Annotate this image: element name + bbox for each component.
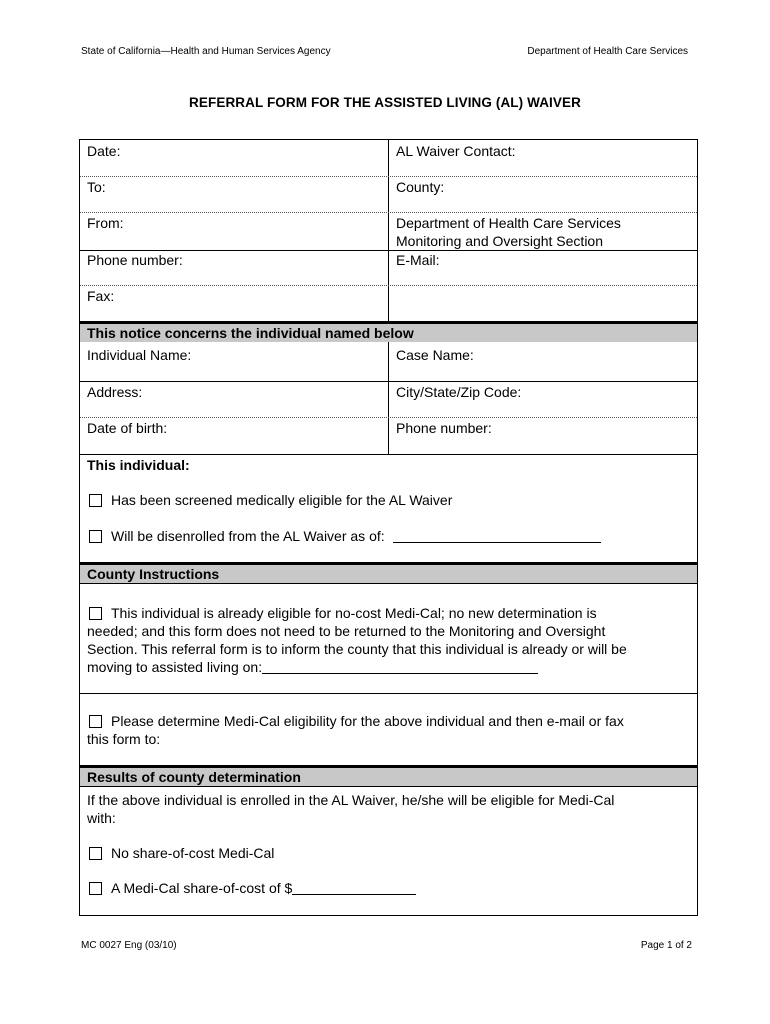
individual-phone-label: Phone number: <box>396 420 492 436</box>
moving-date-field[interactable] <box>262 659 538 674</box>
determine-line2: this form to: <box>87 731 161 747</box>
section-title-individual: This notice concerns the individual named below <box>87 325 414 341</box>
share-of-cost-text: A Medi-Cal share-of-cost of $ <box>111 880 293 896</box>
address-label: Address: <box>87 384 143 400</box>
divider <box>80 454 697 455</box>
divider <box>80 786 697 787</box>
section-title-results: Results of county determination <box>87 769 301 785</box>
already-eligible-line4: moving to assisted living on: <box>87 659 263 675</box>
email-label: E-Mail: <box>396 252 440 268</box>
divider <box>80 583 697 584</box>
divider <box>80 417 697 418</box>
fax-label: Fax: <box>87 288 115 304</box>
this-individual-label: This individual: <box>87 457 190 473</box>
city-state-zip-label: City/State/Zip Code: <box>396 384 522 400</box>
column-divider-individual <box>388 342 389 454</box>
already-eligible-line3: Section. This referral form is to inform the county that this individual is already or will be <box>87 641 627 657</box>
from-label: From: <box>87 215 124 231</box>
determine-eligibility-checkbox[interactable] <box>89 715 102 728</box>
form-number: MC 0027 Eng (03/10) <box>81 940 177 951</box>
option-share-of-cost[interactable] <box>89 879 416 897</box>
county-option-already-eligible <box>87 604 687 676</box>
form-title: REFERRAL FORM FOR THE ASSISTED LIVING (AL) WAIVER <box>189 95 581 110</box>
disenrolled-checkbox[interactable] <box>89 530 102 543</box>
section-header-individual <box>80 321 697 342</box>
department-name: Department of Health Care Services <box>396 215 621 231</box>
column-divider-contact <box>388 140 389 324</box>
section-name: Monitoring and Oversight Section <box>396 233 603 249</box>
option-disenrolled[interactable] <box>89 527 601 545</box>
results-intro <box>87 791 687 827</box>
determine-line1: Please determine Medi-Cal eligibility for the above individual and then e-mail or fax <box>111 713 624 729</box>
no-share-of-cost-text: No share-of-cost Medi-Cal <box>111 845 275 861</box>
individual-name-label: Individual Name: <box>87 347 192 363</box>
already-eligible-checkbox[interactable] <box>89 607 102 620</box>
already-eligible-line1: This individual is already eligible for no-cost Medi-Cal; no new determination is <box>111 605 597 621</box>
header-department: Department of Health Care Services <box>527 46 688 57</box>
share-of-cost-amount-field[interactable] <box>292 880 416 895</box>
page-number: Page 1 of 2 <box>640 940 692 951</box>
al-waiver-contact-label: AL Waiver Contact: <box>396 143 516 159</box>
no-share-of-cost-checkbox[interactable] <box>89 847 102 860</box>
share-of-cost-checkbox[interactable] <box>89 882 102 895</box>
option-no-share-of-cost[interactable] <box>89 844 274 862</box>
medically-eligible-text: Has been screened medically eligible for the AL Waiver <box>111 492 453 508</box>
divider <box>80 212 697 213</box>
case-name-label: Case Name: <box>396 347 474 363</box>
referral-form <box>79 139 698 916</box>
disenrolled-text: Will be disenrolled from the AL Waiver as of: <box>111 528 385 544</box>
divider <box>80 285 697 286</box>
date-of-birth-label: Date of birth: <box>87 420 168 436</box>
divider <box>80 693 697 694</box>
divider <box>80 176 697 177</box>
medically-eligible-checkbox[interactable] <box>89 494 102 507</box>
results-intro-line2: with: <box>87 810 116 826</box>
disenroll-date-field[interactable] <box>393 528 601 543</box>
county-option-determine <box>87 712 687 748</box>
date-label: Date: <box>87 143 121 159</box>
county-label: County: <box>396 179 445 195</box>
section-header-county <box>80 562 697 583</box>
header-agency: State of California—Health and Human Services Agency <box>81 46 331 57</box>
to-label: To: <box>87 179 106 195</box>
option-medically-eligible[interactable] <box>89 491 452 509</box>
section-title-county: County Instructions <box>87 566 220 582</box>
divider <box>80 381 697 382</box>
already-eligible-line2: needed; and this form does not need to be returned to the Monitoring and Oversight <box>87 623 606 639</box>
results-intro-line1: If the above individual is enrolled in the AL Waiver, he/she will be eligible for Medi-Cal <box>87 792 615 808</box>
phone-number-label: Phone number: <box>87 252 183 268</box>
section-header-results <box>80 765 697 786</box>
